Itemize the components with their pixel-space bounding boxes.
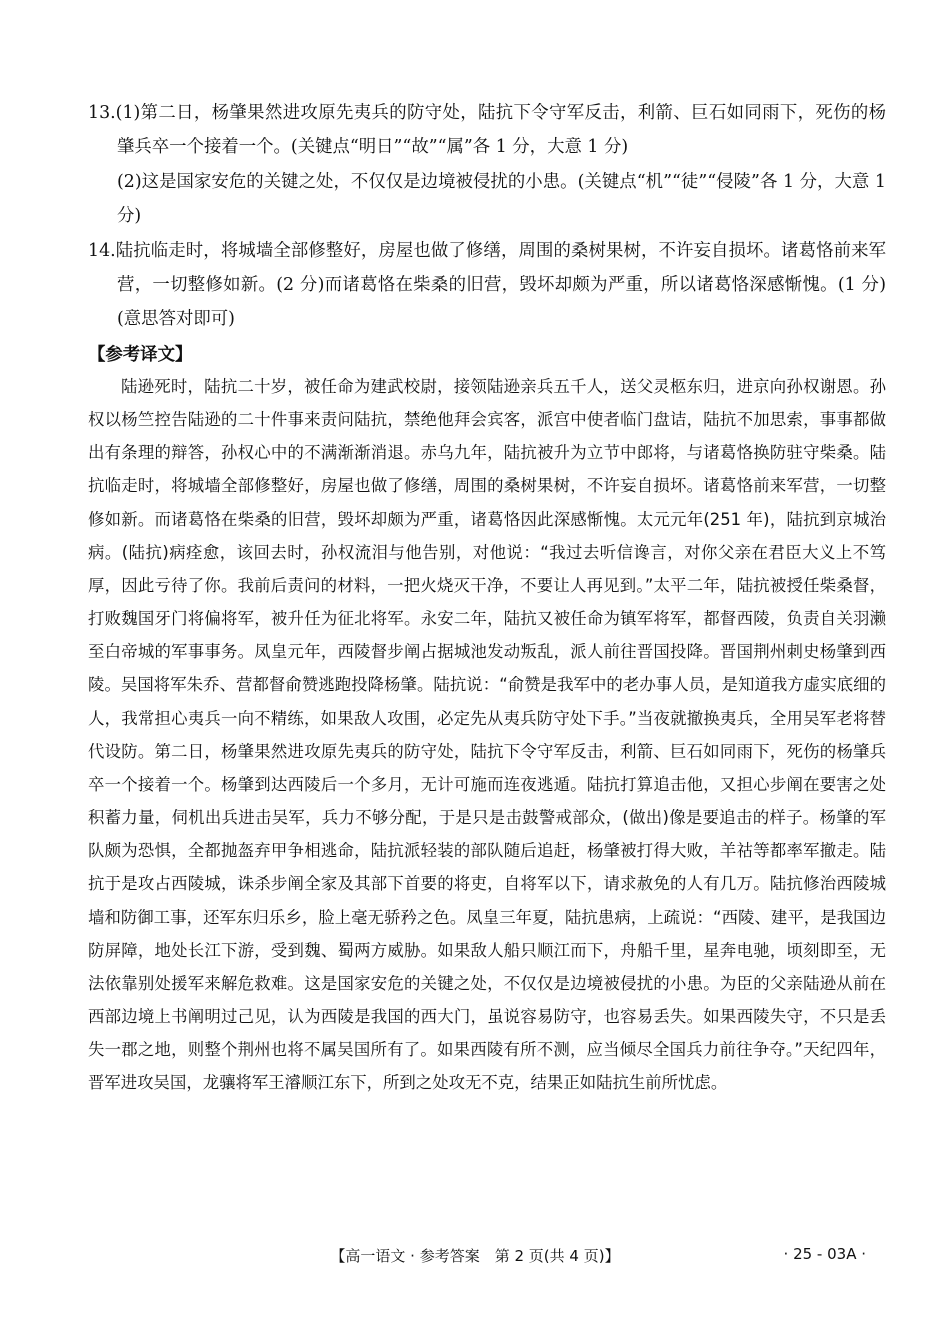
answer-14: 14.陆抗临走时，将城墙全部修整好，房屋也做了修缮，周围的桑树果树，不许妄自损坏。诸葛恪前来军营，一切整修如新。(2 分)而诸葛恪在柴桑的旧营，毁坏却颇为严重，所以诸葛恪深感惭愧。(1 分)(意思答对即可) xyxy=(88,240,886,330)
footer-code: · 25 - 03A · xyxy=(783,1245,866,1263)
answer-13-1: 13.(1)第二日，杨肇果然进攻原先夷兵的防守处，陆抗下令守军反击，利箭、巨石如同雨下，死伤的杨肇兵卒一个接着一个。(关键点“明日”“故”“属”各 1 分，大意 1 分) xyxy=(88,103,886,158)
translation-text: 陆逊死时，陆抗二十岁，被任命为建武校尉，接领陆逊亲兵五千人，送父灵柩东归，进京向孙权谢恩。孙权以杨竺控告陆逊的二十件事来责问陆抗，禁绝他拜会宾客，派宫中使者临门盘诘，陆抗不加思索，事事都做出有条理的辩答，孙权心中的不满渐渐消退。赤乌九年，陆抗被升为立节中郎将，与诸葛恪换防驻守柴桑。陆抗临走时，将城墙全部修整好，房屋也做了修缮，周围的桑树果树，不许妄自损坏。诸葛恪前来军营，一切整修如新。而诸葛恪在柴桑的旧营，毁坏却颇为严重，诸葛恪因此深感惭愧。太元元年(251 年)，陆抗到京城治病。(陆抗)病痊愈，该回去时，孙权流泪与他告别，对他说：“我过去听信谗言，对你父亲在君臣大义上不笃厚，因此亏待了你。我前后责问的材料，一把火烧灭干净，不要让人再见到。”太平二年，陆抗被授任柴桑督，打败魏国牙门将偏将军，被升任为征北将军。永安二年，陆抗又被任命为镇军将军，都督西陵，负责自关羽濑至白帝城的军事事务。凤皇元年，西陵督步阐占据城池发动叛乱，派人前往晋国投降。晋国荆州刺史杨肇到西陵。吴国将军朱乔、营都督俞赞逃跑投降杨肇。陆抗说：“俞赞是我军中的老办事人员，是知道我方虚实底细的人，我常担心夷兵一向不精练，如果敌人攻围，必定先从夷兵防守处下手。”当夜就撤换夷兵，全用吴军老将替代设防。第二日，杨肇果然进攻原先夷兵的防守处，陆抗下令守军反击，利箭、巨石如同雨下，死伤的杨肇兵卒一个接着一个。杨肇到达西陵后一个多月，无计可施而连夜逃遁。陆抗打算追击他，又担心步阐在要害之处积蓄力量，伺机出兵进击吴军，兵力不够分配，于是只是击鼓警戒部众，(做出)像是要追击的样子。杨肇的军队颇为恐惧，全都抛盔弃甲争相逃命，陆抗派轻装的部队随后追赶，杨肇被打得大败，羊祜等都率军撤走。陆抗于是攻占西陵城，诛杀步阐全家及其部下首要的将吏，自将军以下，请求赦免的人有几万。陆抗修治西陵城墙和防御工事，还军东归乐乡，脸上毫无骄矜之色。凤皇三年夏，陆抗患病，上疏说：“西陵、建平，是我国边防屏障，地处长江下游，受到魏、蜀两方威胁。如果敌人船只顺江而下，舟船千里，星奔电驰，顷刻即至，无法依靠别处援军来解危救难。这是国家安危的关键之处，不仅仅是边境被侵扰的小患。为臣的父亲陆逊从前在西部边境上书阐明过己见，认为西陵是我国的西大门，虽说容易防守，也容易丢失。如果西陵失守，不只是丢失一郡之地，则整个荆州也将不属吴国所有了。如果西陵有所不测，应当倾尽全国兵力前往争夺。”天纪四年，晋军进攻吴国，龙骧将军王濬顺江东下，所到之处攻无不克，结果正如陆抗生前所忧虑。 xyxy=(88,377,886,1093)
translation-heading: 【参考译文】 xyxy=(88,345,193,365)
answer-13-2: (2)这是国家安危的关键之处，不仅仅是边境被侵扰的小患。(关键点“机”“徒”“侵陵”各 1 分，大意 1 分) xyxy=(117,171,886,227)
answers-block xyxy=(88,96,886,337)
footer-page-info: 【高一语文 · 参考答案 第 2 页(共 4 页)】 xyxy=(330,1247,620,1265)
page-footer xyxy=(0,1245,950,1271)
